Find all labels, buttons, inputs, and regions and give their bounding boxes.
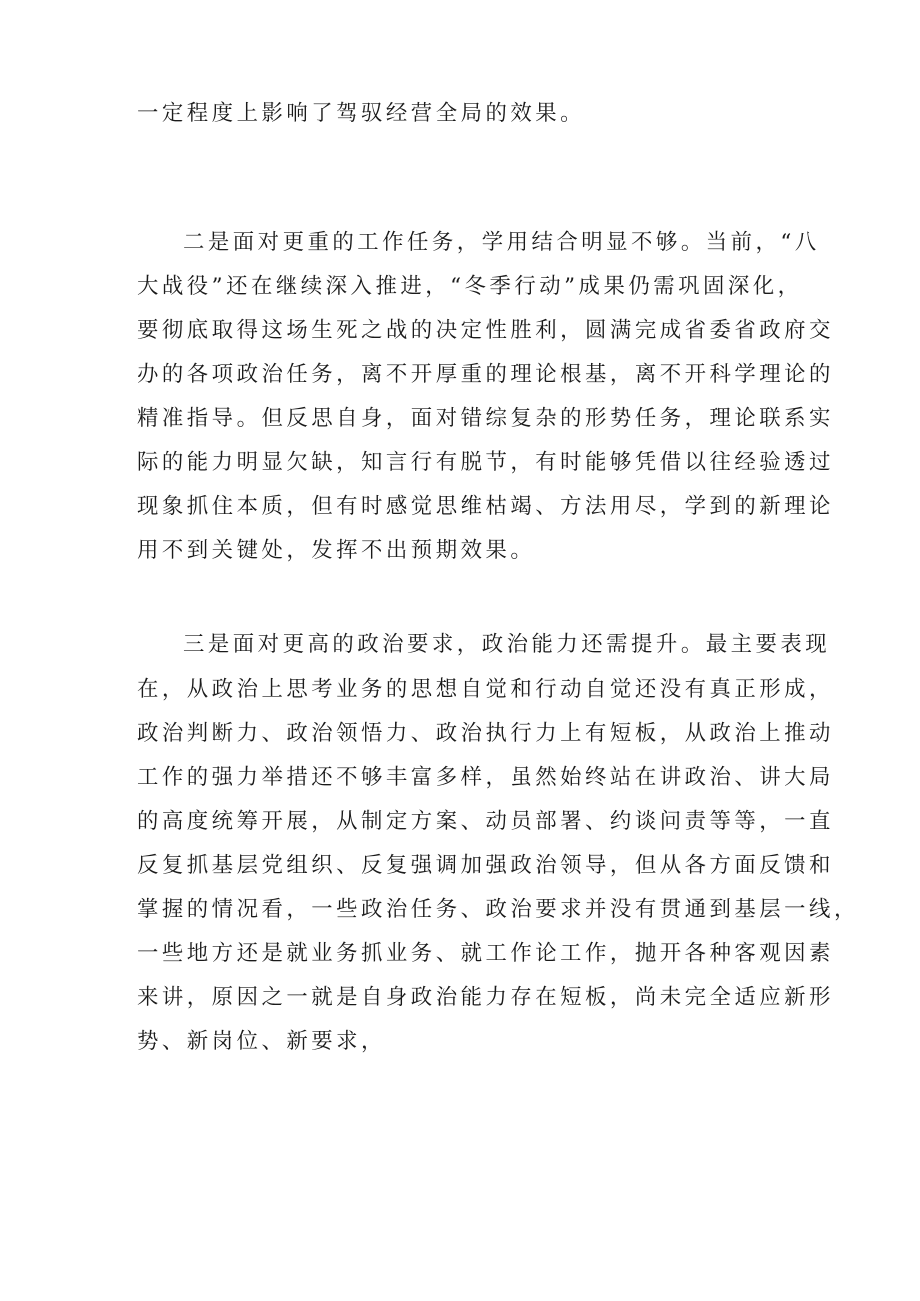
paragraph-2-line-8: 用不到关键处，发挥不出预期效果。 <box>137 538 536 563</box>
paragraph-2-line-7: 现象抓住本质，但有时感觉思维枯竭、方法用尽，学到的新理论 <box>137 494 834 519</box>
paragraph-3-line-2: 在，从政治上思考业务的思想自觉和行动自觉还没有真正形成， <box>137 677 834 702</box>
paragraph-3-line-4: 工作的强力举措还不够丰富多样，虽然始终站在讲政治、讲大局 <box>137 765 834 790</box>
paragraph-3-line-10: 势、新岗位、新要求， <box>137 1029 386 1054</box>
paragraph-2-line-5: 精准指导。但反思自身，面对错综复杂的形势任务，理论联系实 <box>137 406 834 431</box>
paragraph-2-line-2: 大战役”还在继续深入推进，“冬季行动”成果仍需巩固深化， <box>137 274 803 299</box>
paragraph-3-line-8: 一些地方还是就业务抓业务、就工作论工作，抛开各种客观因素 <box>137 941 834 966</box>
paragraph-2-line-4: 办的各项政治任务，离不开厚重的理论根基，离不开科学理论的 <box>137 362 834 387</box>
paragraph-3-line-1: 三是面对更高的政治要求，政治能力还需提升。最主要表现 <box>183 632 831 657</box>
paragraph-2-line-1: 二是面对更重的工作任务，学用结合明显不够。当前，“八 <box>183 230 820 255</box>
paragraph-3-line-6: 反复抓基层党组织、反复强调加强政治领导，但从各方面反馈和 <box>137 853 834 878</box>
paragraph-3-line-7: 掌握的情况看，一些政治任务、政治要求并没有贯通到基层一线， <box>137 897 859 922</box>
paragraph-3-line-5: 的高度统筹开展，从制定方案、动员部署、约谈问责等等，一直 <box>137 809 834 834</box>
paragraph-1-line-1: 一定程度上影响了驾驭经营全局的效果。 <box>137 101 586 126</box>
paragraph-3-line-3: 政治判断力、政治领悟力、政治执行力上有短板，从政治上推动 <box>137 721 834 746</box>
paragraph-2-line-6: 际的能力明显欠缺，知言行有脱节，有时能够凭借以往经验透过 <box>137 450 834 475</box>
paragraph-3-line-9: 来讲，原因之一就是自身政治能力存在短板，尚未完全适应新形 <box>137 985 834 1010</box>
paragraph-2-line-3: 要彻底取得这场生死之战的决定性胜利，圆满完成省委省政府交 <box>137 318 834 343</box>
